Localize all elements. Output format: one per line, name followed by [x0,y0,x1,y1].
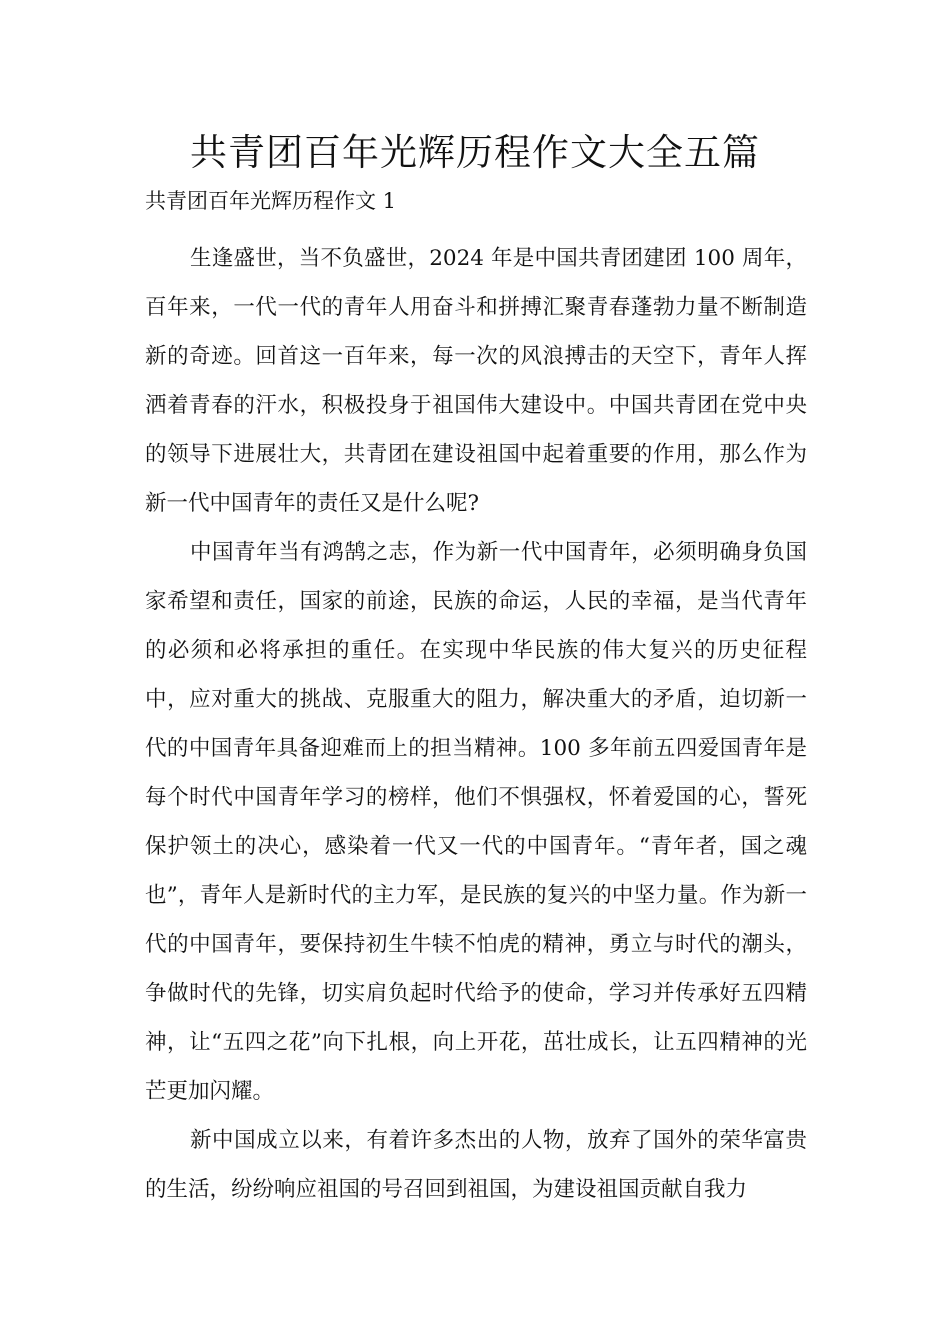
essay-body [145,234,807,1214]
essay-paragraph-3: 新中国成立以来，有着许多杰出的人物，放弃了国外的荣华富贵的生活，纷纷响应祖国的号召回到祖国，为建设祖国贡献自我力 [145,1128,807,1202]
document-title: 共青团百年光辉历程作文大全五篇 [190,131,760,174]
essay-paragraph-1: 生逢盛世，当不负盛世，2024 年是中国共青团建团 100 周年，百年来，一代一代的青年人用奋斗和拼搏汇聚青春蓬勃力量不断制造新的奇迹。回首这一百年来，每一次的风浪搏击的天空下，青年人挥洒着青春的汗水，积极投身于祖国伟大建设中。中国共青团在党中央的领导下进展壮大，共青团在建设祖国中起着重要的作用，那么作为新一代中国青年的责任又是什么呢? [145,246,807,516]
section-heading: 共青团百年光辉历程作文 1 [145,189,397,213]
essay-paragraph-2: 中国青年当有鸿鹄之志，作为新一代中国青年，必须明确身负国家希望和责任，国家的前途，民族的命运，人民的幸福，是当代青年的必须和必将承担的重任。在实现中华民族的伟大复兴的历史征程中，应对重大的挑战、克服重大的阻力，解决重大的矛盾，迫切新一代的中国青年具备迎难而上的担当精神。100 多年前五四爱国青年是每个时代中国青年学习的榜样，他们不惧强权，怀着爱国的心，誓死保护领土的决心，感染着一代又一代的中国青年。“青年者，国之魂也”，青年人是新时代的主力军，是民族的复兴的中坚力量。作为新一代的中国青年，要保持初生牛犊不怕虎的精神，勇立与时代的潮头，争做时代的先锋，切实肩负起时代给予的使命，学习并传承好五四精神，让“五四之花”向下扎根，向上开花，茁壮成长，让五四精神的光芒更加闪耀。 [145,540,807,1104]
